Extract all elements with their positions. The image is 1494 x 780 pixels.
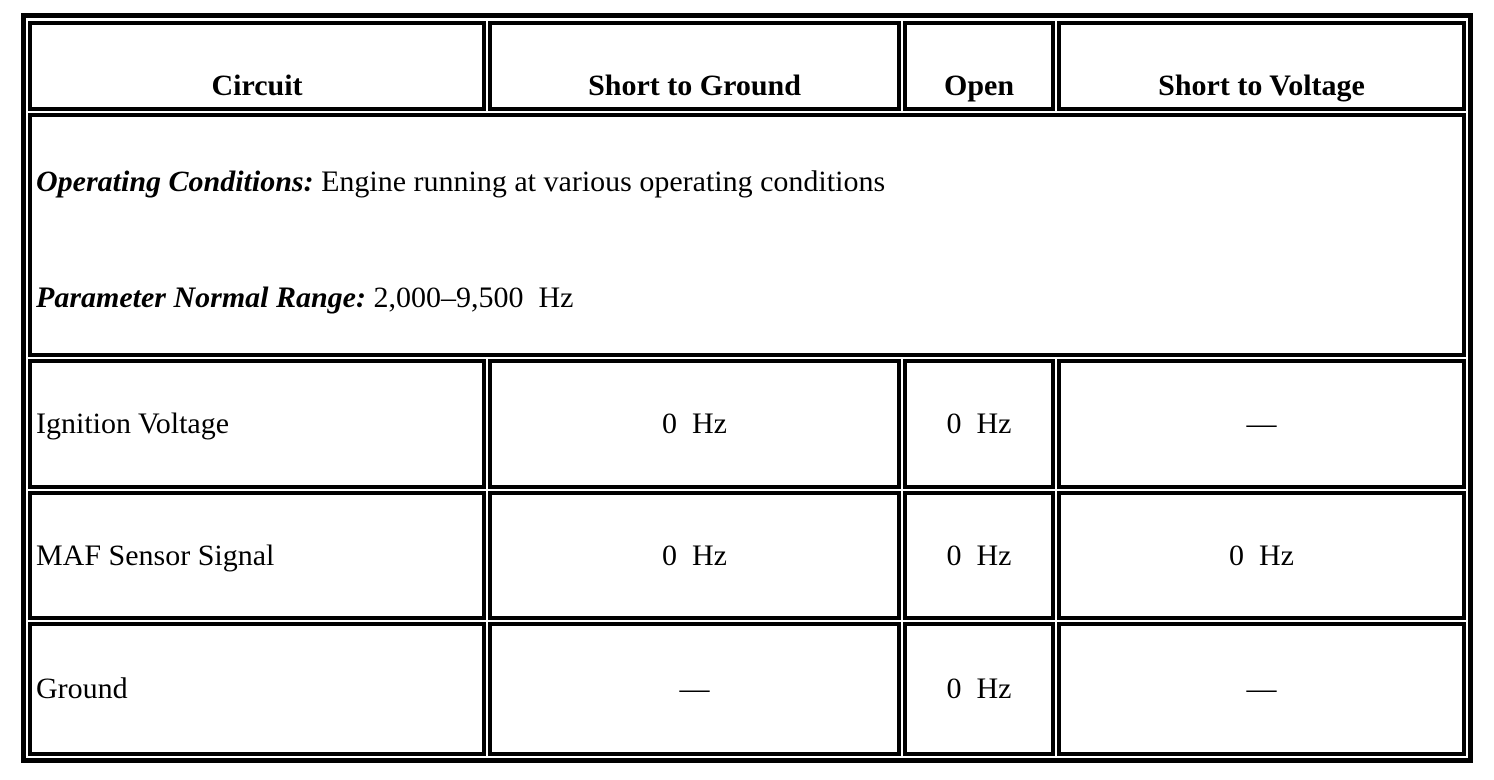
table-row-circuit bbox=[28, 359, 486, 489]
conditions-cell bbox=[28, 113, 1466, 357]
table-row-short-to-ground bbox=[488, 491, 901, 620]
row-short-to-voltage-text: — bbox=[1246, 407, 1277, 440]
parameter-range-value: 2,000–9,500 Hz bbox=[366, 281, 574, 314]
table-row-short-to-voltage bbox=[1057, 622, 1466, 756]
row-short-to-voltage-text: 0 Hz bbox=[1229, 538, 1294, 572]
operating-conditions-label: Operating Conditions: bbox=[36, 165, 314, 198]
table-row-short-to-ground bbox=[488, 359, 901, 489]
row-open-text: 0 Hz bbox=[946, 407, 1012, 440]
row-short-to-ground-text: 0 Hz bbox=[662, 538, 727, 572]
table-row-open bbox=[903, 622, 1055, 756]
row-short-to-ground-text: — bbox=[679, 672, 710, 705]
header-open-label: Open bbox=[943, 69, 1015, 102]
table-row-short-to-ground bbox=[488, 622, 901, 756]
header-short-to-voltage bbox=[1057, 21, 1466, 111]
header-short-to-ground bbox=[488, 21, 901, 111]
operating-conditions-line bbox=[36, 167, 885, 197]
header-circuit bbox=[28, 21, 486, 111]
header-open bbox=[903, 21, 1055, 111]
row-circuit-text: Ground bbox=[36, 672, 128, 705]
table-row-circuit bbox=[28, 491, 486, 620]
parameter-range-label: Parameter Normal Range: bbox=[36, 281, 366, 314]
row-open-text: 0 Hz bbox=[946, 672, 1012, 705]
row-circuit-text: Ignition Voltage bbox=[36, 407, 230, 440]
table-row-short-to-voltage bbox=[1057, 491, 1466, 620]
table-row-open bbox=[903, 359, 1055, 489]
parameter-range-line bbox=[36, 283, 573, 313]
header-short-to-ground-label: Short to Ground bbox=[588, 69, 801, 102]
row-circuit-text: MAF Sensor Signal bbox=[36, 538, 275, 572]
table-row-circuit bbox=[28, 622, 486, 756]
table-row-open bbox=[903, 491, 1055, 620]
table-row-short-to-voltage bbox=[1057, 359, 1466, 489]
row-short-to-voltage-text: — bbox=[1246, 672, 1277, 705]
header-short-to-voltage-label: Short to Voltage bbox=[1158, 69, 1365, 102]
header-circuit-label: Circuit bbox=[211, 69, 303, 102]
operating-conditions-value: Engine running at various operating conditions bbox=[313, 165, 886, 198]
row-open-text: 0 Hz bbox=[946, 538, 1012, 572]
row-short-to-ground-text: 0 Hz bbox=[662, 407, 727, 440]
